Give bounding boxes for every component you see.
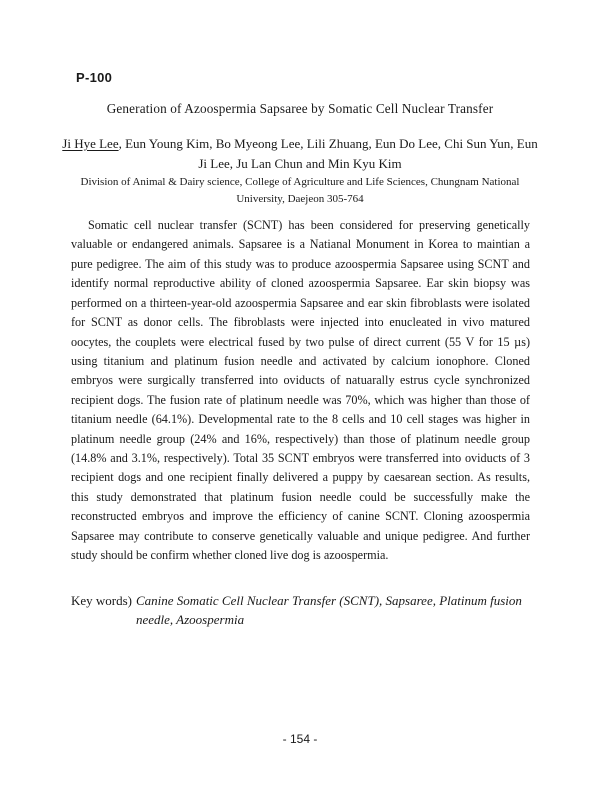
coauthors: , Eun Young Kim, Bo Myeong Lee, Lili Zhuang, Eun Do Lee, Chi Sun Yun, Eun Ji Lee, Ju Lan Chun and Min Kyu Kim bbox=[118, 136, 538, 171]
author-list bbox=[62, 134, 538, 174]
presenting-author: Ji Hye Lee bbox=[62, 136, 119, 151]
keywords-label: Key words) bbox=[71, 593, 133, 608]
poster-id: P-100 bbox=[76, 70, 113, 85]
paper-title: Generation of Azoospermia Sapsaree by Somatic Cell Nuclear Transfer bbox=[106, 101, 494, 116]
affiliation: Division of Animal & Dairy science, College of Agriculture and Life Sciences, Chungnam National University, Daejeon 305-764 bbox=[80, 176, 520, 205]
keywords-text: Canine Somatic Cell Nuclear Transfer (SCNT), Sapsaree, Platinum fusion needle, Azoospermia bbox=[136, 593, 522, 627]
abstract-body: Somatic cell nuclear transfer (SCNT) has been considered for preserving genetically valuable or endangered animals. Sapsaree is a Natianal Monument in Korea to maintian a pure pedigree. The aim of this study was to produce azoospermia Sapsaree using SCNT and identify normal reproductive ability of cloned azoospermia Sapsaree. Ear skin biopsy was performed on a thirteen-year-old azoospermia Sapsaree and ear skin fibroblasts were isolated for SCNT as donor cells. The fibroblasts were injected into enucleated in vivo matured oocytes, the couplets were electrical fused by two pulse of direct current (55 V for 15 µs) using titanium and platinum fusion needle and activated by calcium ionophore. Cloned embryos were surgically transferred into oviducts of natuarally estrus cycle synchronized recipient dogs. The fusion rate of platinum needle was 70%, which was higher than those of titanium needle (64.1%). Developmental rate to the 8 cells and 10 cell stages was higher in platinum needle group (24% and 16%, respectively) than those of platinum needle group (14.8% and 3.1%, respectively). Total 35 SCNT embryos were transferred into oviducts of 3 recipient dogs and one recipient finally delivered a puppy by caesarean section. As results, this study demonstrated that platinum fusion needle could be successfully make the reconstructed embryos and improve the efficiency of canine SCNT. Cloning azoospermia Sapsaree may contribute to conserve genetically valuable and unique pedigree. And further study should be confirm whether cloned live dog is azoospermia. bbox=[71, 218, 530, 563]
page-number: - 154 - bbox=[282, 732, 318, 746]
